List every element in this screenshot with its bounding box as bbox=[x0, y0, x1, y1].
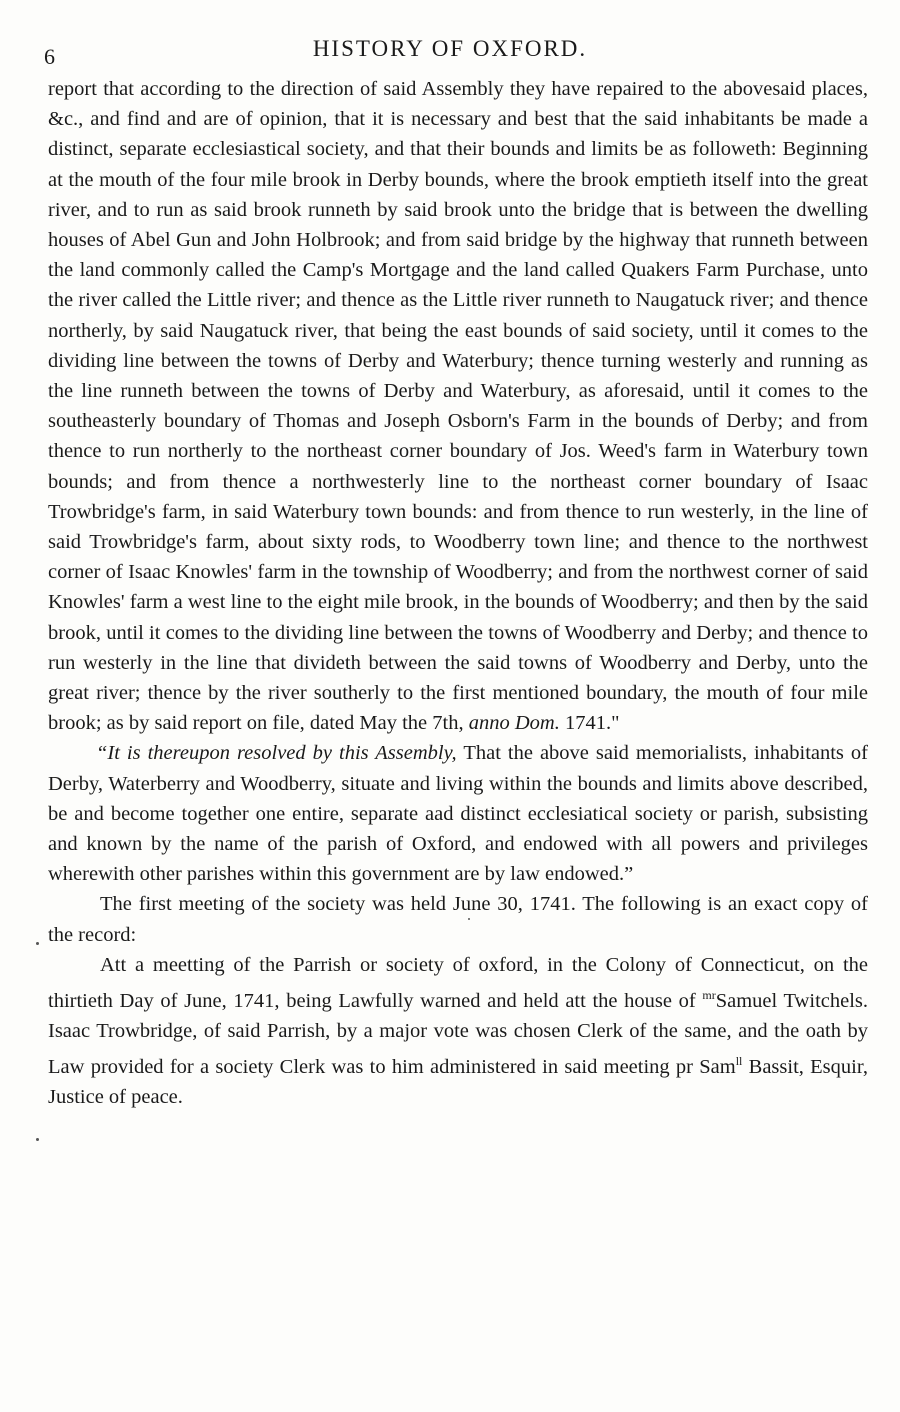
meeting-record-paragraph bbox=[48, 950, 868, 1113]
resolution-text: That the above said memorialists, inhabitants of Derby, Waterberry and Woodberry, situate and living within the bounds and limits above described, be and become together one entire, separate aad distinct ecclesiatical society or parish, subsisting and known by the name of the parish of Oxford, and endowed with all powers and privileges wherewith other parishes within this government are by law endowed.” bbox=[48, 742, 868, 886]
print-speck bbox=[36, 1138, 39, 1141]
record-ll-superscript: ll bbox=[735, 1054, 743, 1069]
boundary-report-paragraph bbox=[48, 74, 868, 738]
running-head: HISTORY OF OXFORD. bbox=[312, 36, 588, 61]
record-text-c: Bassit, Esquir, Justice of peace. bbox=[48, 1056, 868, 1109]
body-text bbox=[48, 74, 868, 1113]
resolution-opening: “It is thereupon resolved by this Assembly, bbox=[96, 742, 457, 765]
print-speck bbox=[468, 918, 470, 920]
report-year: 1741." bbox=[564, 712, 620, 735]
page-number: 6 bbox=[44, 44, 55, 69]
anno-dom-phrase: anno Dom. bbox=[468, 712, 560, 735]
page-header bbox=[40, 30, 860, 70]
record-text-b: Samuel Twitchels. Isaac Trowbridge, of said Parrish, by a major vote was chosen Clerk of the same, and the oath by Law provided for a society Clerk was to him administered in said meeting pr Sam bbox=[48, 989, 869, 1079]
boundary-report-text: report that according to the direction of said Assembly they have repaired to the abovesaid places, &c., and find and are of opinion, that it is necessary and best that the said inhabitants be made a distinct, separate ecclesiastical society, and that their bounds and limits be as followeth: Beginning at the mouth of the four mile brook in Derby bounds, where the brook emptieth itself into the great river, and to run as said brook runneth by said brook unto the bridge that is between the dwelling houses of Abel Gun and John Holbrook; and from said bridge by the highway that runneth between the land commonly called the Camp's Mortgage and the land called Quakers Farm Purchase, unto the river called the Little river; and thence as the Little river runneth to Naugatuck river; and thence northerly, by said Naugatuck river, that being the east bounds of said society, until it comes to the dividing line between the towns of Derby and Waterbury; thence turning westerly and running as the line runneth between the towns of Derby and Waterbury, as aforesaid, until it comes to the southeasterly boundary of Thomas and Joseph Osborn's Farm in the bounds of Derby; and from thence to run northerly to the northeast corner boundary of Jos. Weed's farm in Waterbury town bounds; and from thence a northwesterly line to the northeast corner boundary of Isaac Trowbridge's farm, in said Waterbury town bounds: and from thence to run westerly, in the line of said Trowbridge's farm, about sixty rods, to Woodberry town line; and thence to the northwest corner of Isaac Knowles' farm in the township of Woodberry; and from the northwest corner of said Knowles' farm a west line to the eight mile brook, in the bounds of Woodberry; and then by the said brook, until it comes to the dividing line between the towns of Woodberry and Derby; and thence to run westerly in the line that divideth between the said towns of Woodberry and Derby, unto the great river; thence by the river southerly to the first mentioned boundary, the mouth of four mile brook; as by said report on file, dated May the 7th, bbox=[48, 78, 868, 735]
resolution-paragraph bbox=[48, 738, 868, 889]
print-speck bbox=[36, 942, 39, 945]
record-text-a: Att a meetting of the Parrish or society of oxford, in the Colony of Connecticut, on the thirtieth Day of June, 1741, being Lawfully warned and held att the house of bbox=[48, 953, 868, 1012]
record-mr-superscript: mr bbox=[702, 988, 716, 1003]
first-meeting-paragraph: The first meeting of the society was held June 30, 1741. The following is an exact copy of the record: bbox=[48, 893, 868, 946]
